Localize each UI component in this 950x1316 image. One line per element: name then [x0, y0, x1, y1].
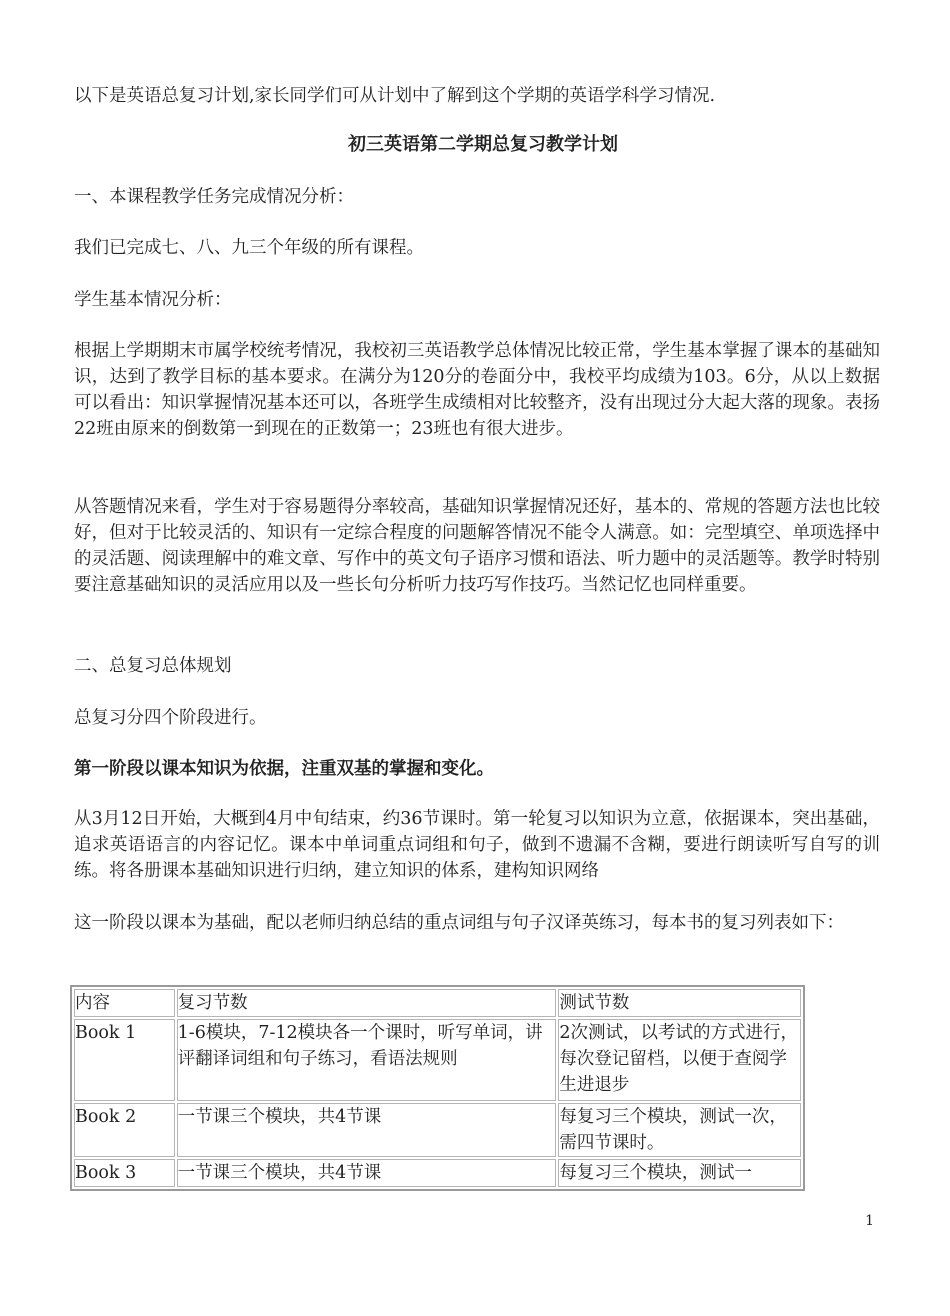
table-row — [74, 1019, 801, 1101]
table-cell: 每复习三个模块，测试一 — [558, 1159, 801, 1187]
page-number: 1 — [865, 1213, 874, 1229]
stage1-table-intro: 这一阶段以课本为基础，配以老师归纳总结的重点词组与句子汉译英练习，每本书的复习列表如下： — [74, 913, 844, 933]
table-cell: Book 3 — [74, 1159, 175, 1187]
table-header-cell: 复习节数 — [177, 989, 557, 1017]
stage1-heading: 第一阶段以课本知识为依据，注重双基的掌握和变化。 — [74, 759, 494, 779]
table-row — [74, 1159, 801, 1187]
document-title: 初三英语第二学期总复习教学计划 — [348, 134, 618, 155]
table-cell: 一节课三个模块，共4节课 — [177, 1103, 557, 1157]
review-schedule-table — [70, 985, 805, 1191]
answering-paragraph: 从答题情况来看，学生对于容易题得分率较高，基础知识掌握情况还好，基本的、常规的答题方法也比较好，但对于比较灵活的、知识有一定综合程度的问题解答情况不能令人满意。如：完型填空、单项选择中的灵活题、阅读理解中的难文章、写作中的英文句子语序习惯和语法、听力题中的灵活题等。教学时特别要注意基础知识的灵活应用以及一些长句分析听力技巧写作技巧。当然记忆也同样重要。 — [74, 497, 880, 595]
section1-heading: 一、本课程教学任务完成情况分析： — [74, 187, 354, 207]
table-cell: 2次测试，以考试的方式进行，每次登记留档，以便于查阅学生进退步 — [558, 1019, 801, 1101]
table-cell: 每复习三个模块，测试一次，需四节课时。 — [558, 1103, 801, 1157]
table-cell: Book 1 — [74, 1019, 175, 1101]
table-row — [74, 1103, 801, 1157]
table-cell: 1-6模块，7-12模块各一个课时，听写单词，讲评翻译词组和句子练习，看语法规则 — [177, 1019, 557, 1101]
student-analysis-heading: 学生基本情况分析： — [74, 290, 232, 310]
stage1-paragraph: 从3月12日开始，大概到4月中旬结束，约36节课时。第一轮复习以知识为立意，依据课本，突出基础，追求英语语言的内容记忆。课本中单词重点词组和句子，做到不遗漏不含糊，要进行朗读听写自写的训练。将各册课本基础知识进行归纳，建立知识的体系，建构知识网络 — [74, 809, 880, 881]
table-cell: Book 2 — [74, 1103, 175, 1157]
section1-text: 我们已完成七、八、九三个年级的所有课程。 — [74, 238, 424, 258]
table-cell: 一节课三个模块，共4节课 — [177, 1159, 557, 1187]
section2-heading: 二、总复习总体规划 — [74, 656, 232, 676]
section2-text: 总复习分四个阶段进行。 — [74, 708, 267, 728]
intro-text: 以下是英语总复习计划,家长同学们可从计划中了解到这个学期的英语学科学习情况. — [74, 86, 716, 106]
table-header-cell: 内容 — [74, 989, 175, 1017]
table-header-cell: 测试节数 — [558, 989, 801, 1017]
table-header-row — [74, 989, 801, 1017]
analysis-paragraph: 根据上学期期末市属学校统考情况，我校初三英语教学总体情况比较正常，学生基本掌握了课本的基础知识，达到了教学目标的基本要求。在满分为120分的卷面分中，我校平均成绩为103。6分，从以上数据可以看出：知识掌握情况基本还可以，各班学生成绩相对比较整齐，没有出现过分大起大落的现象。表扬22班由原来的倒数第一到现在的正数第一；23班也有很大进步。 — [74, 341, 880, 439]
